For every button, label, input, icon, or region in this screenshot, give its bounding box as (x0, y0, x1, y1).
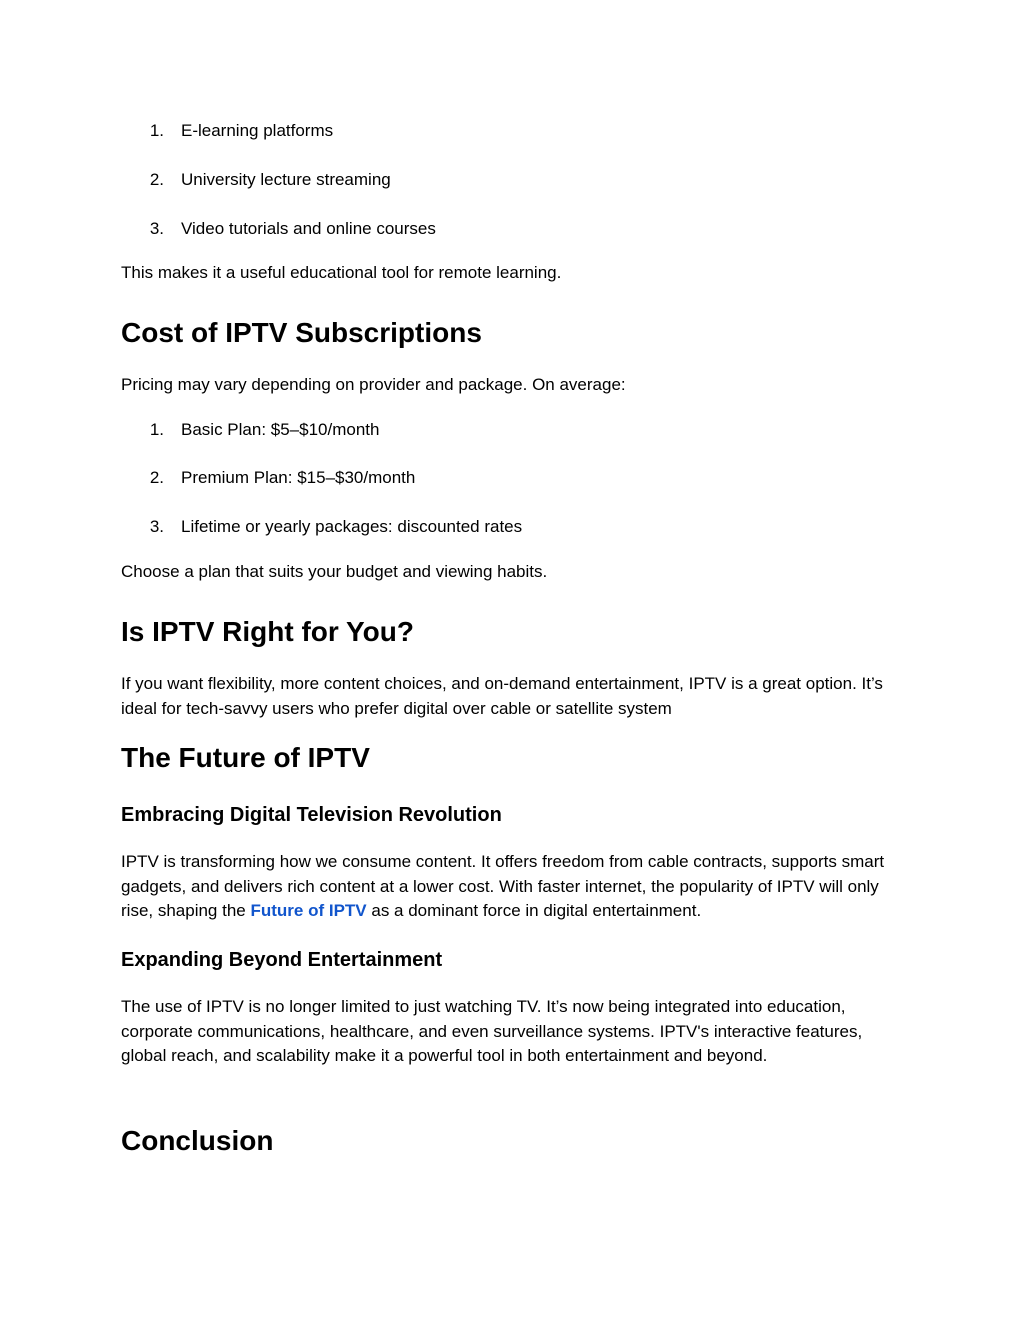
subheading-beyond-entertainment: Expanding Beyond Entertainment (121, 949, 443, 971)
list-number: 3. (149, 219, 164, 238)
list-item: Video tutorials and online courses (181, 219, 436, 238)
list-number: 2. (149, 468, 164, 487)
cost-outro: Choose a plan that suits your budget and viewing habits. (121, 562, 548, 581)
right-for-you-body: If you want flexibility, more content choices, and on-demand entertainment, IPTV is a great option. It’s ideal for tech-savvy users who prefer digital over cable or satellite system (121, 674, 883, 718)
body-text: as a dominant force in digital entertainment. (366, 901, 702, 920)
future-heading: The Future of IPTV (121, 742, 370, 773)
right-for-you-heading: Is IPTV Right for You? (121, 616, 414, 647)
digital-revolution-body (121, 850, 906, 924)
conclusion-heading: Conclusion (121, 1125, 274, 1156)
list-number: 1. (149, 121, 164, 140)
list-item: University lecture streaming (181, 170, 391, 189)
cost-intro: Pricing may vary depending on provider and package. On average: (121, 375, 626, 394)
list-item: Basic Plan: $5–$10/month (181, 420, 380, 439)
body-text: IPTV is transforming how we consume content. It offers freedom from cable contracts, supports smart gadgets, and delivers rich content at a lower cost. With faster internet, the popularity of IPTV will only rise, shaping the (121, 852, 885, 920)
list-item: Lifetime or yearly packages: discounted rates (181, 517, 523, 536)
list-number: 1. (149, 420, 164, 439)
list-item: E-learning platforms (181, 121, 334, 140)
list-number: 3. (149, 517, 164, 536)
future-of-iptv-link[interactable]: Future of IPTV (250, 901, 367, 920)
education-summary: This makes it a useful educational tool for remote learning. (121, 263, 562, 282)
list-item: Premium Plan: $15–$30/month (181, 468, 416, 487)
cost-heading: Cost of IPTV Subscriptions (121, 317, 482, 348)
beyond-entertainment-body: The use of IPTV is no longer limited to just watching TV. It’s now being integrated into education, corporate communications, healthcare, and even surveillance systems. IPTV's interactive features, global reach, and scalability make it a powerful tool in both entertainment and beyond. (121, 997, 863, 1065)
subheading-digital-revolution: Embracing Digital Television Revolution (121, 804, 502, 826)
list-number: 2. (149, 170, 164, 189)
